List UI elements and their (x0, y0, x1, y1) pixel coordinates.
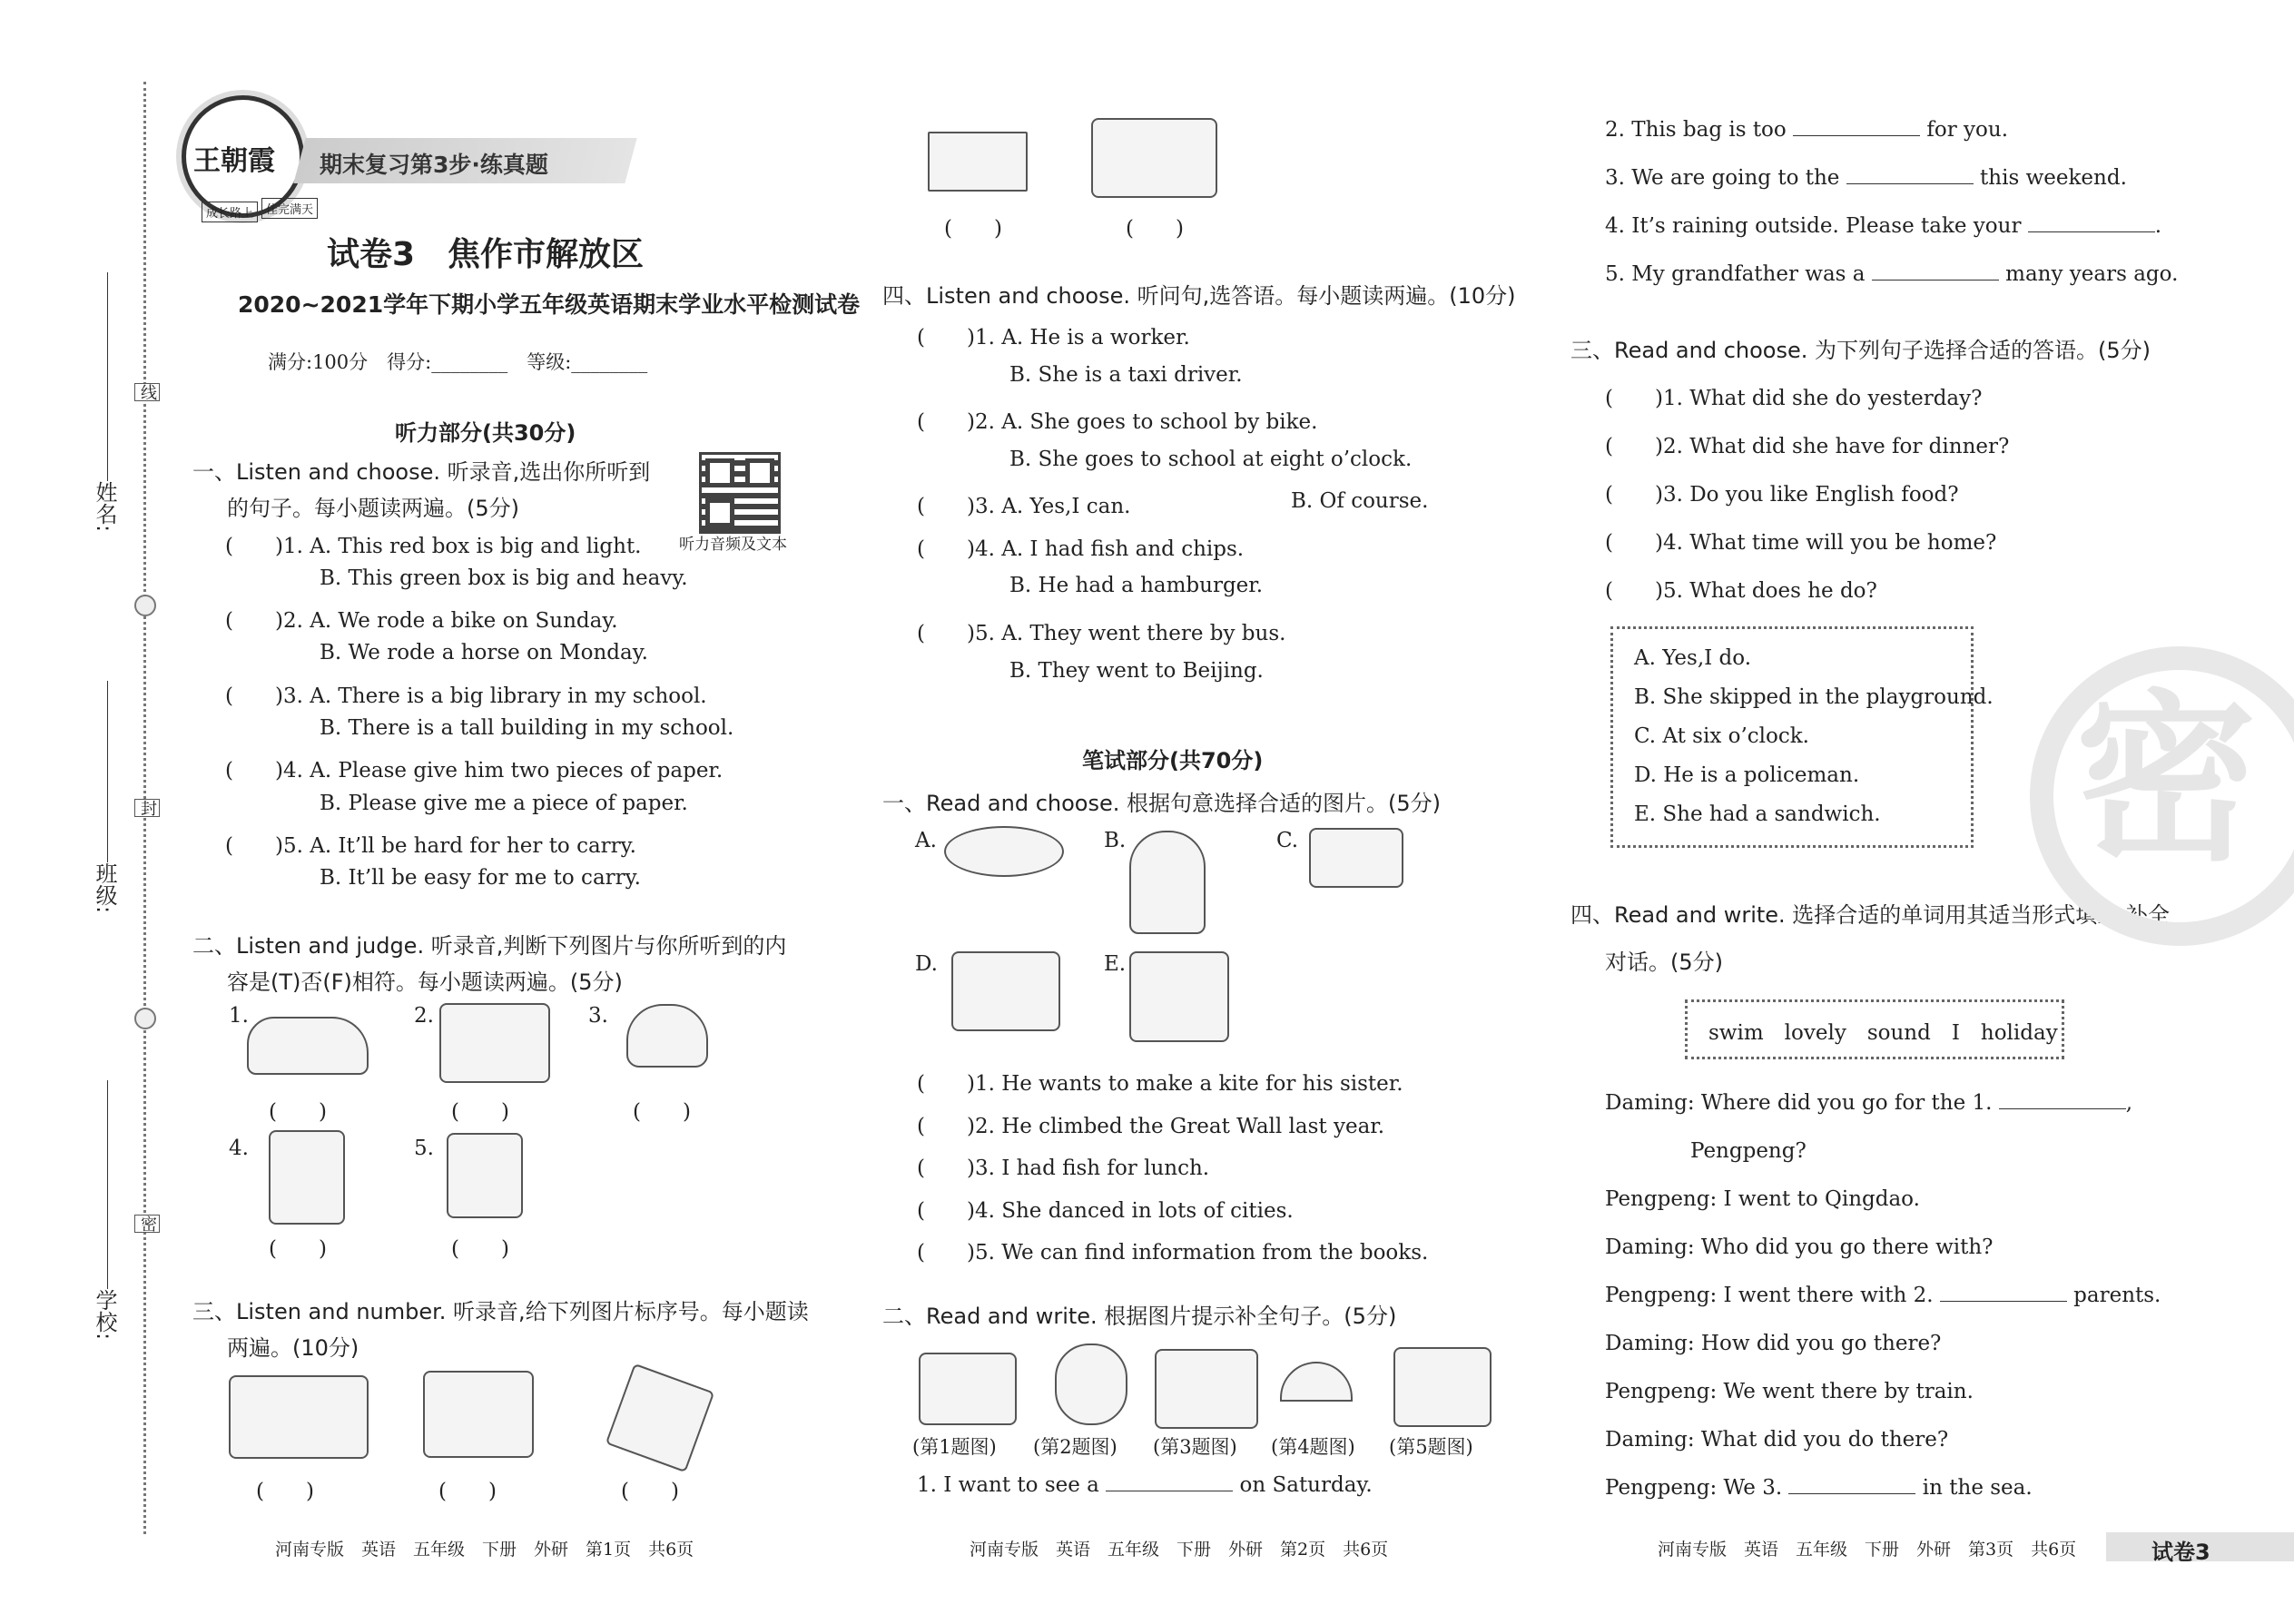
books-picture (1309, 828, 1403, 888)
paper-title: 试卷3 焦作市解放区 (327, 236, 645, 273)
binding-ring-icon (134, 595, 156, 616)
ls2-answer-1[interactable]: ( ) (269, 1100, 327, 1124)
w1-q3: ( )3. I had fish for lunch. (917, 1156, 1210, 1180)
envelope-picture (928, 132, 1028, 192)
ls4-q1-b: B. She is a taxi driver. (1009, 363, 1243, 387)
w4-line-1: Daming: Where did you go for the 1. , (1605, 1091, 2133, 1115)
dancer-picture (1129, 831, 1206, 934)
ls1-q4-a: ( )4. A. Please give him two pieces of paper. (225, 759, 724, 782)
ls4-q5-a: ( )5. A. They went there by bus. (917, 622, 1286, 645)
ls2-answer-3[interactable]: ( ) (633, 1100, 691, 1124)
secret-watermark: 密 (2024, 635, 2294, 980)
ls4-q4-a: ( )4. A. I had fish and chips. (917, 537, 1245, 561)
qr-code[interactable] (699, 452, 781, 534)
w4-blank-2[interactable] (1940, 1284, 2067, 1302)
listening-s2-title2: 容是(T)否(F)相符。每小题读两遍。(5分) (227, 969, 623, 995)
cinema-picture (229, 1375, 369, 1459)
banner-tag2: 佳完满天 (261, 198, 318, 219)
banner-text: 期末复习第3步·练真题 (320, 152, 548, 178)
ls4-q5-b: B. They went to Beijing. (1009, 659, 1264, 683)
school-label: 学校: (92, 1289, 117, 1341)
hospital-picture (1091, 118, 1217, 198)
name-label: 姓名: (92, 481, 117, 533)
ls3-answer-3[interactable]: ( ) (621, 1480, 679, 1503)
w2-sentence-5: 5. My grandfather was a many years ago. (1605, 262, 2179, 286)
car-picture (247, 1017, 369, 1075)
writing-w3-title: 三、Read and choose. 为下列句子选择合适的答语。(5分) (1570, 338, 2151, 363)
w2-picture-5 (1393, 1347, 1492, 1427)
ls2-answer-5[interactable]: ( ) (451, 1237, 509, 1261)
banner-tag1: 成长路上 (202, 202, 258, 222)
footer-page-3: 河南专版 英语 五年级 下册 外研 第3页 共6页 (1658, 1540, 2077, 1560)
name-field[interactable] (107, 272, 108, 481)
w3-q4: ( )4. What time will you be home? (1605, 531, 1997, 555)
seal-mark-line: 线 (134, 383, 160, 401)
seal-mark-seal: 封 (134, 799, 160, 817)
w1-label-c: C. (1276, 829, 1299, 852)
w1-label-e: E. (1104, 952, 1127, 976)
w4-line-6: Daming: How did you go there? (1605, 1332, 1942, 1355)
w3-q3: ( )3. Do you like English food? (1605, 483, 1959, 507)
w4-line-4: Daming: Who did you go there with? (1605, 1235, 1994, 1259)
ls2-num-1: 1. (229, 1004, 249, 1028)
w2-blank-2[interactable] (1793, 119, 1920, 136)
ls2-num-2: 2. (414, 1004, 434, 1028)
listening-s2-title: 二、Listen and judge. 听录音,判断下列图片与你所听到的内 (192, 933, 787, 959)
listening-s1-title2: 的句子。每小题读两遍。(5分) (227, 496, 519, 521)
listening-s4-title: 四、Listen and choose. 听问句,选答语。每小题读两遍。(10分) (882, 283, 1516, 309)
ls1-q1-a: ( )1. A. This red box is big and light. (225, 535, 642, 558)
fish-dish-picture (944, 826, 1064, 877)
ls4-q1-a: ( )1. A. He is a worker. (917, 326, 1190, 349)
binding-ring-icon (134, 1008, 156, 1029)
ls3-answer-5[interactable]: ( ) (1126, 217, 1184, 241)
w3-option-a: A. Yes,I do. (1634, 646, 1752, 670)
listening-s1-title: 一、Listen and choose. 听录音,选出你所听到 (192, 459, 651, 485)
w4-word-bank: swim lovely sound I holiday (1708, 1021, 2058, 1045)
writing-w4-title2: 对话。(5分) (1605, 950, 1723, 975)
jacket-picture-5 (447, 1133, 523, 1218)
w4-blank-3[interactable] (1788, 1477, 1915, 1494)
w3-q2: ( )2. What did she have for dinner? (1605, 435, 2010, 458)
w2-blank-1[interactable] (1106, 1474, 1233, 1491)
chopsticks-picture (605, 1363, 714, 1472)
ls2-answer-4[interactable]: ( ) (269, 1237, 327, 1261)
hamburger-picture (626, 1004, 708, 1068)
w2-sentence-2: 2. This bag is too for you. (1605, 118, 2009, 142)
ls1-q4-b: B. Please give me a piece of paper. (320, 792, 688, 815)
writing-w1-title: 一、Read and choose. 根据句意选择合适的图片。(5分) (882, 791, 1442, 816)
w2-sentence-3: 3. We are going to the this weekend. (1605, 166, 2127, 190)
great-wall-picture (1129, 951, 1229, 1042)
w1-label-d: D. (915, 952, 938, 976)
w3-q1: ( )1. What did she do yesterday? (1605, 387, 1983, 410)
writing-w4-title: 四、Read and write. 选择合适的单词用其适当形式填空,补全 (1570, 902, 2170, 928)
w2-sentence-4: 4. It’s raining outside. Please take your . (1605, 214, 2162, 238)
listening-s3-title2: 两遍。(10分) (227, 1335, 359, 1361)
writing-w2-title: 二、Read and write. 根据图片提示补全句子。(5分) (882, 1304, 1397, 1329)
ls2-num-4: 4. (229, 1137, 249, 1160)
class-label: 班级: (92, 862, 117, 914)
w2-caption-3: (第3题图) (1153, 1436, 1237, 1458)
school-field[interactable] (107, 1080, 108, 1289)
w1-q5: ( )5. We can find information from the books. (917, 1241, 1429, 1265)
ls2-num-3: 3. (588, 1004, 608, 1028)
ls4-q3-a: ( )3. A. Yes,I can. (917, 495, 1131, 518)
w1-q2: ( )2. He climbed the Great Wall last year. (917, 1115, 1385, 1138)
bookstore-picture-2 (423, 1371, 534, 1458)
ls1-q3-b: B. There is a tall building in my school. (320, 716, 734, 740)
jacket-picture-4 (269, 1130, 345, 1225)
ls3-answer-4[interactable]: ( ) (944, 217, 1002, 241)
w3-option-e: E. She had a sandwich. (1634, 802, 1881, 826)
w4-line-2: Pengpeng? (1690, 1139, 1807, 1163)
w4-line-5: Pengpeng: I went there with 2. parents. (1605, 1284, 2161, 1307)
w2-picture-3 (1155, 1349, 1258, 1429)
ls1-q3-a: ( )3. A. There is a big library in my school. (225, 684, 707, 708)
w2-blank-4[interactable] (2028, 215, 2155, 232)
listening-heading: 听力部分(共30分) (395, 420, 576, 446)
ls2-answer-2[interactable]: ( ) (451, 1100, 509, 1124)
ls3-answer-1[interactable]: ( ) (256, 1480, 314, 1503)
w2-caption-4: (第4题图) (1271, 1436, 1355, 1458)
w3-q5: ( )5. What does he do? (1605, 579, 1877, 603)
w1-label-a: A. (915, 829, 937, 852)
ls4-q2-b: B. She goes to school at eight o’clock. (1009, 448, 1413, 471)
w1-q1: ( )1. He wants to make a kite for his sister. (917, 1072, 1403, 1096)
w2-picture-2 (1055, 1343, 1127, 1425)
seal-mark-secret: 密 (134, 1215, 160, 1233)
paper-subtitle: 2020~2021学年下期小学五年级英语期末学业水平检测试卷 (238, 291, 861, 318)
w2-sentence-1: 1. I want to see a on Saturday. (917, 1473, 1373, 1497)
w3-option-c: C. At six o’clock. (1634, 724, 1809, 748)
listening-s3-title: 三、Listen and number. 听录音,给下列图片标序号。每小题读 (192, 1299, 809, 1324)
ls4-q3-b: B. Of course. (1291, 489, 1429, 513)
footer-page-1: 河南专版 英语 五年级 下册 外研 第1页 共6页 (275, 1540, 694, 1560)
bookstore-picture (439, 1003, 550, 1083)
ls4-q4-b: B. He had a hamburger. (1009, 574, 1264, 597)
w3-option-d: D. He is a policeman. (1634, 763, 1860, 787)
ls1-q2-b: B. We rode a horse on Monday. (320, 641, 648, 664)
kite-boy-picture (951, 951, 1060, 1031)
ls1-q1-b: B. This green box is big and heavy. (320, 566, 688, 590)
w2-caption-2: (第2题图) (1033, 1436, 1117, 1458)
w2-picture-1 (919, 1353, 1017, 1425)
brand-logo-text: 王朝霞 (193, 145, 275, 177)
ls2-num-5: 5. (414, 1137, 434, 1160)
ls1-q2-a: ( )2. A. We rode a bike on Sunday. (225, 609, 618, 633)
w2-caption-1: (第1题图) (912, 1436, 997, 1458)
w2-blank-5[interactable] (1872, 263, 1999, 281)
ls1-q5-b: B. It’ll be easy for me to carry. (320, 866, 641, 890)
w4-blank-1[interactable] (1999, 1092, 2126, 1109)
w4-line-7: Pengpeng: We went there by train. (1605, 1380, 1974, 1403)
w2-blank-3[interactable] (1846, 167, 1974, 184)
qr-caption: 听力音频及文本 (679, 536, 787, 554)
class-field[interactable] (107, 681, 108, 862)
w4-line-3: Pengpeng: I went to Qingdao. (1605, 1187, 1920, 1211)
ls1-q5-a: ( )5. A. It’ll be hard for her to carry. (225, 834, 636, 858)
writing-heading: 笔试部分(共70分) (1082, 748, 1264, 773)
score-line: 满分:100分 得分:________ 等级:________ (268, 351, 648, 373)
footer-page-2: 河南专版 英语 五年级 下册 外研 第2页 共6页 (970, 1540, 1389, 1560)
ls4-q2-a: ( )2. A. She goes to school by bike. (917, 410, 1318, 434)
w1-label-b: B. (1104, 829, 1127, 852)
umbrella-picture (1280, 1362, 1353, 1402)
corner-tag: 试卷3 (2151, 1540, 2210, 1565)
w4-line-9: Pengpeng: We 3. in the sea. (1605, 1476, 2033, 1500)
ls3-answer-2[interactable]: ( ) (438, 1480, 497, 1503)
w1-q4: ( )4. She danced in lots of cities. (917, 1199, 1294, 1223)
w3-option-b: B. She skipped in the playground. (1634, 685, 1994, 709)
w2-caption-5: (第5题图) (1389, 1436, 1473, 1458)
w4-line-8: Daming: What did you do there? (1605, 1428, 1949, 1452)
